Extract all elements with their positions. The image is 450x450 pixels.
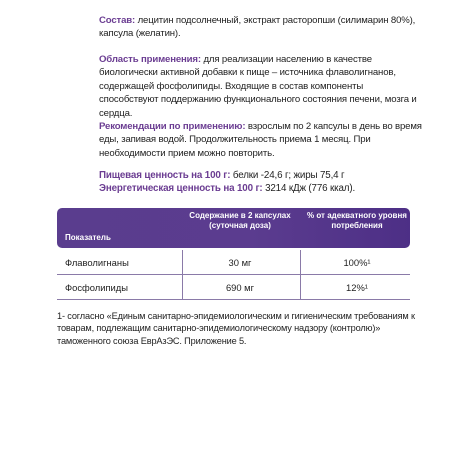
column-divider — [182, 250, 183, 299]
recommendations-text: взрослым по 2 капсулы в день во время еды, запивая водой. Продолжительность приема 1 месяц. При необходимости прием можно повторить. — [99, 121, 422, 159]
header-content: Содержание в 2 капсулах (суточная доза) — [189, 211, 291, 230]
composition-text: лецитин подсолнечный, экстракт расторопши (силимарин 80%), капсула (желатин). — [99, 15, 416, 40]
footnote: 1- согласно «Единым санитарно-эпидемиологическим и гигиеническим требованиям к товарам, подлежащим санитарно-эпидемиологическому надзору (контролю)» таможенного союза ЕврАзЭС. Приложение 5. — [57, 311, 415, 346]
header-indicator: Показатель — [65, 233, 111, 242]
recommendations-label: Рекомендации по применению: — [99, 121, 246, 132]
row-percent: 12%¹ — [346, 282, 368, 293]
energy-line — [99, 182, 424, 195]
header-percent: % от адекватного уровня потребления — [307, 211, 407, 230]
nutrient-table — [57, 208, 410, 298]
nutrition-text: белки -24,6 г; жиры 75,4 г — [230, 170, 345, 181]
row-name: Фосфолипиды — [65, 282, 128, 293]
row-name: Флаволигнаны — [65, 257, 129, 268]
table-row — [57, 273, 410, 298]
row-amount: 30 мг — [228, 257, 252, 268]
energy-label: Энергетическая ценность на 100 г: — [99, 183, 263, 194]
row-percent: 100%¹ — [343, 257, 371, 268]
nutrition-line — [99, 169, 424, 182]
nutrition-label: Пищевая ценность на 100 г: — [99, 170, 231, 181]
row-amount: 690 мг — [225, 282, 255, 293]
column-divider — [300, 250, 301, 299]
application-label: Область применения: — [99, 54, 201, 65]
table-row — [57, 248, 410, 273]
table-header — [57, 208, 410, 248]
row-divider — [57, 274, 410, 275]
composition-section — [99, 14, 424, 41]
application-text: для реализации населению в качестве биологически активной добавки к пище – источника флаволигнанов, содержащей фосфолипиды. Входящие в состав компоненты способствуют поддержанию функционального состояния печени, мозга и сердца. — [99, 54, 417, 119]
energy-text: 3214 кДж (776 ккал). — [262, 183, 356, 194]
row-divider — [57, 299, 410, 300]
application-section — [99, 53, 424, 120]
composition-label: Состав: — [99, 15, 136, 26]
recommendations-section — [99, 120, 424, 160]
